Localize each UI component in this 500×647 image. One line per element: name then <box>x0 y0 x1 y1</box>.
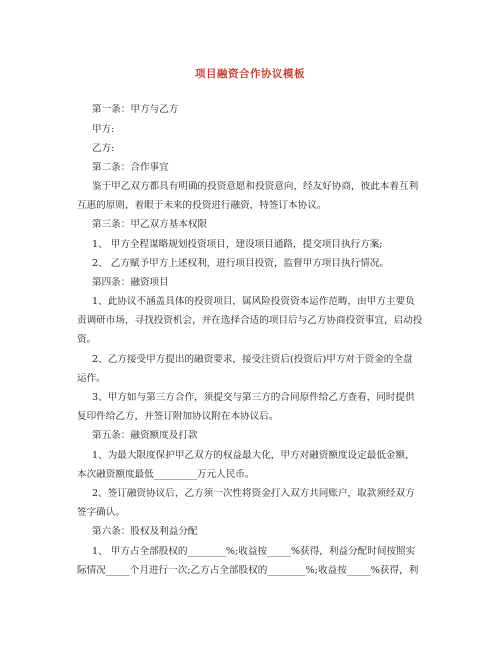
text-line: 第六条：股权及利益分配 <box>92 526 198 537</box>
text-line: 运作。 <box>77 373 106 384</box>
text-line: 第四条：融资项目 <box>92 277 169 288</box>
text-line: 1、 甲方全程谋略规划投资项目，建设项目通路，提交项目执行方案; <box>92 239 383 250</box>
text-line: 本次融资额度最低_________万元人民币。 <box>77 469 255 480</box>
text-line: 资。 <box>77 334 97 345</box>
text-line: 第五条：融资额度及打款 <box>92 430 198 441</box>
text-line: 责调研市场，寻找投资机会，并在选择合适的项目后与乙方协商投资事宜，启动投 <box>77 315 423 326</box>
text-line: 2、乙方接受甲方提出的融资要求，接受注资后(投资后)甲方对于资金的全盘 <box>92 354 413 365</box>
text-line: 乙方: <box>92 143 115 154</box>
text-line: 2、签订融资协议后，乙方须一次性将资金打入双方共同账户，取款须经双方 <box>92 488 415 499</box>
text-line: 甲方: <box>92 124 115 135</box>
document-title: 项目融资合作协议模板 <box>195 68 305 80</box>
text-line: 第二条：合作事宜 <box>92 162 169 173</box>
text-line: 3、甲方如与第三方合作，须提交与第三方的合同原件给乙方查看，同时提供 <box>92 392 415 403</box>
text-line: 第一条：甲方与乙方 <box>92 104 179 115</box>
text-line: 1、为最大限度保护甲乙双方的权益最大化，甲方对融资额度设定最低金额， <box>92 450 415 461</box>
text-line: 1、此协议不涵盖具体的投资项目，属风险投资资本运作范畴，由甲方主要负 <box>92 296 415 307</box>
text-line: 复印件给乙方，并签订附加协议附在本协议后。 <box>77 411 279 422</box>
text-line: 际情况_____个月进行一次;乙方占全部股权的________%;收益按_____%获得，利 <box>77 565 419 576</box>
text-line: 签字确认。 <box>77 507 125 518</box>
text-line: 2、 乙方赋予甲方上述权利，进行项目投资，监督甲方项目执行情况。 <box>92 258 389 269</box>
text-line: 鉴于甲乙双方都具有明确的投资意愿和投资意向，经友好协商，彼此本着互利 <box>92 181 419 192</box>
text-line: 互惠的原则，着眼于未来的投资进行融资，特签订本协议。 <box>77 200 327 211</box>
text-line: 1、 甲方占全部股权的________%;收益按_____%获得，利益分配时间按照实 <box>92 546 416 557</box>
text-line: 第三条：甲乙双方基本权限 <box>92 219 208 230</box>
